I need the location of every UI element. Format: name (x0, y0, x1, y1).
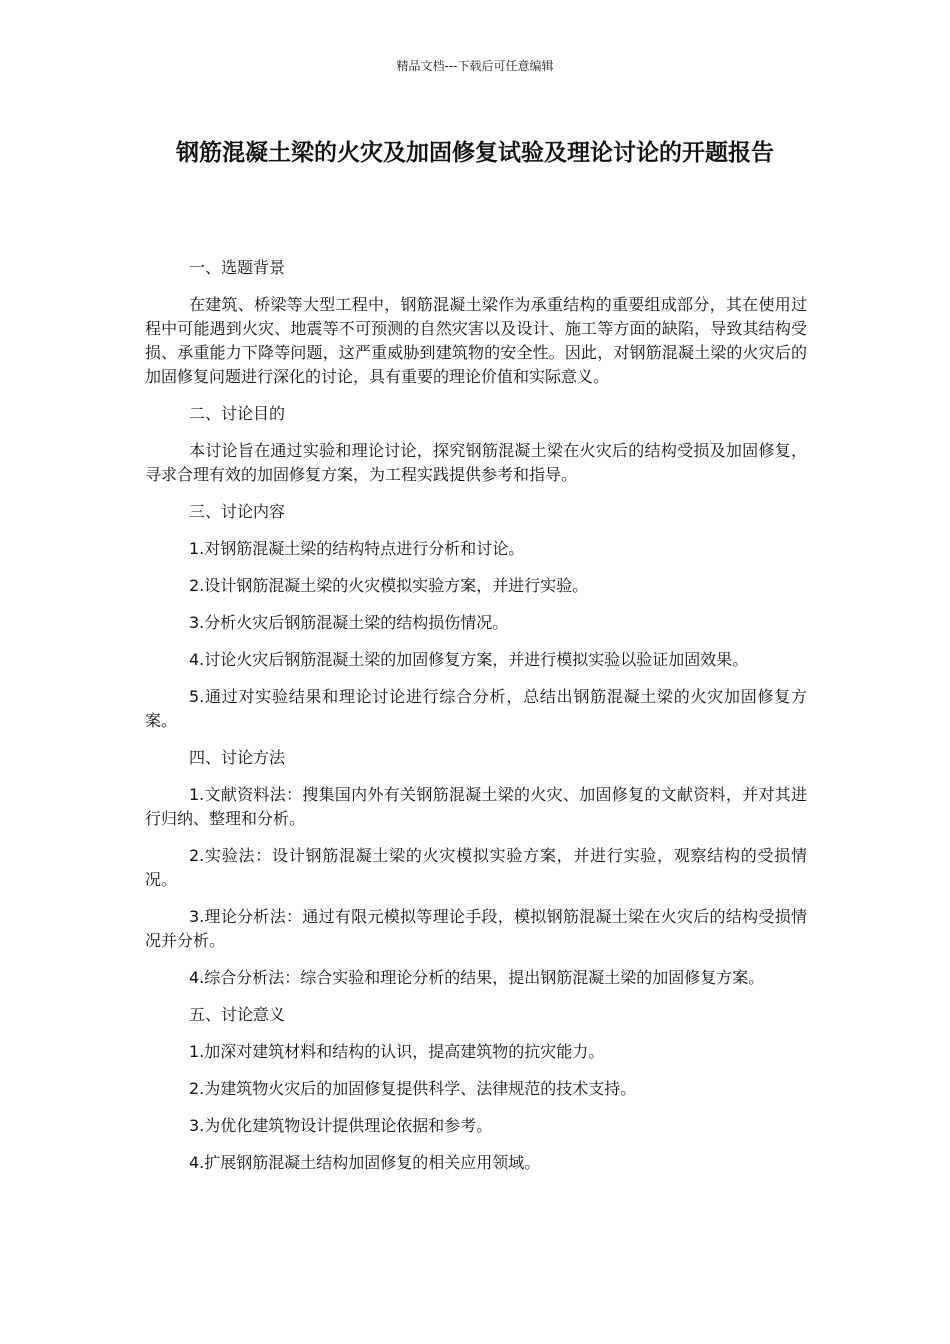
content-item: 5.通过对实验结果和理论讨论进行综合分析，总结出钢筋混凝土梁的火灾加固修复方案。 (145, 687, 807, 730)
page-header-watermark: 精品文档---下载后可任意编辑 (396, 59, 554, 73)
purpose-paragraph: 本讨论旨在通过实验和理论讨论，探究钢筋混凝土梁在火灾后的结构受损及加固修复，寻求合理有效的加固修复方案，为工程实践提供参考和指导。 (145, 441, 807, 484)
section-heading-significance: 五、讨论意义 (189, 1005, 286, 1024)
background-paragraph: 在建筑、桥梁等大型工程中，钢筋混凝土梁作为承重结构的重要组成部分，其在使用过程中可能遇到火灾、地震等不可预测的自然灾害以及设计、施工等方面的缺陷，导致其结构受损、承重能力下降等问题，这严重威胁到建筑物的安全性。因此，对钢筋混凝土梁的火灾后的加固修复问题进行深化的讨论，具有重要的理论价值和实际意义。 (145, 295, 807, 386)
section-heading-purpose: 二、讨论目的 (189, 404, 286, 423)
significance-item: 3.为优化建筑物设计提供理论依据和参考。 (189, 1116, 493, 1135)
content-item: 4.讨论火灾后钢筋混凝土梁的加固修复方案，并进行模拟实验以验证加固效果。 (189, 650, 749, 669)
method-item: 2.实验法：设计钢筋混凝土梁的火灾模拟实验方案，并进行实验，观察结构的受损情况。 (145, 846, 807, 889)
content-item: 2.设计钢筋混凝土梁的火灾模拟实验方案，并进行实验。 (189, 576, 589, 595)
significance-item: 4.扩展钢筋混凝土结构加固修复的相关应用领域。 (189, 1153, 541, 1172)
method-item: 3.理论分析法：通过有限元模拟等理论手段，模拟钢筋混凝土梁在火灾后的结构受损情况并分析。 (145, 907, 807, 950)
content-item: 3.分析火灾后钢筋混凝土梁的结构损伤情况。 (189, 613, 509, 632)
document-body (145, 256, 807, 1188)
significance-item: 2.为建筑物火灾后的加固修复提供科学、法律规范的技术支持。 (189, 1079, 637, 1098)
significance-item: 1.加深对建筑材料和结构的认识，提高建筑物的抗灾能力。 (189, 1042, 605, 1061)
section-heading-content: 三、讨论内容 (189, 502, 286, 521)
content-item: 1.对钢筋混凝土梁的结构特点进行分析和讨论。 (189, 539, 525, 558)
document-title: 钢筋混凝土梁的火灾及加固修复试验及理论讨论的开题报告 (176, 140, 774, 166)
section-heading-methods: 四、讨论方法 (189, 748, 286, 767)
section-heading-background: 一、选题背景 (189, 258, 286, 277)
method-item: 1.文献资料法：搜集国内外有关钢筋混凝土梁的火灾、加固修复的文献资料，并对其进行归纳、整理和分析。 (145, 785, 807, 828)
method-item: 4.综合分析法：综合实验和理论分析的结果，提出钢筋混凝土梁的加固修复方案。 (189, 968, 765, 987)
